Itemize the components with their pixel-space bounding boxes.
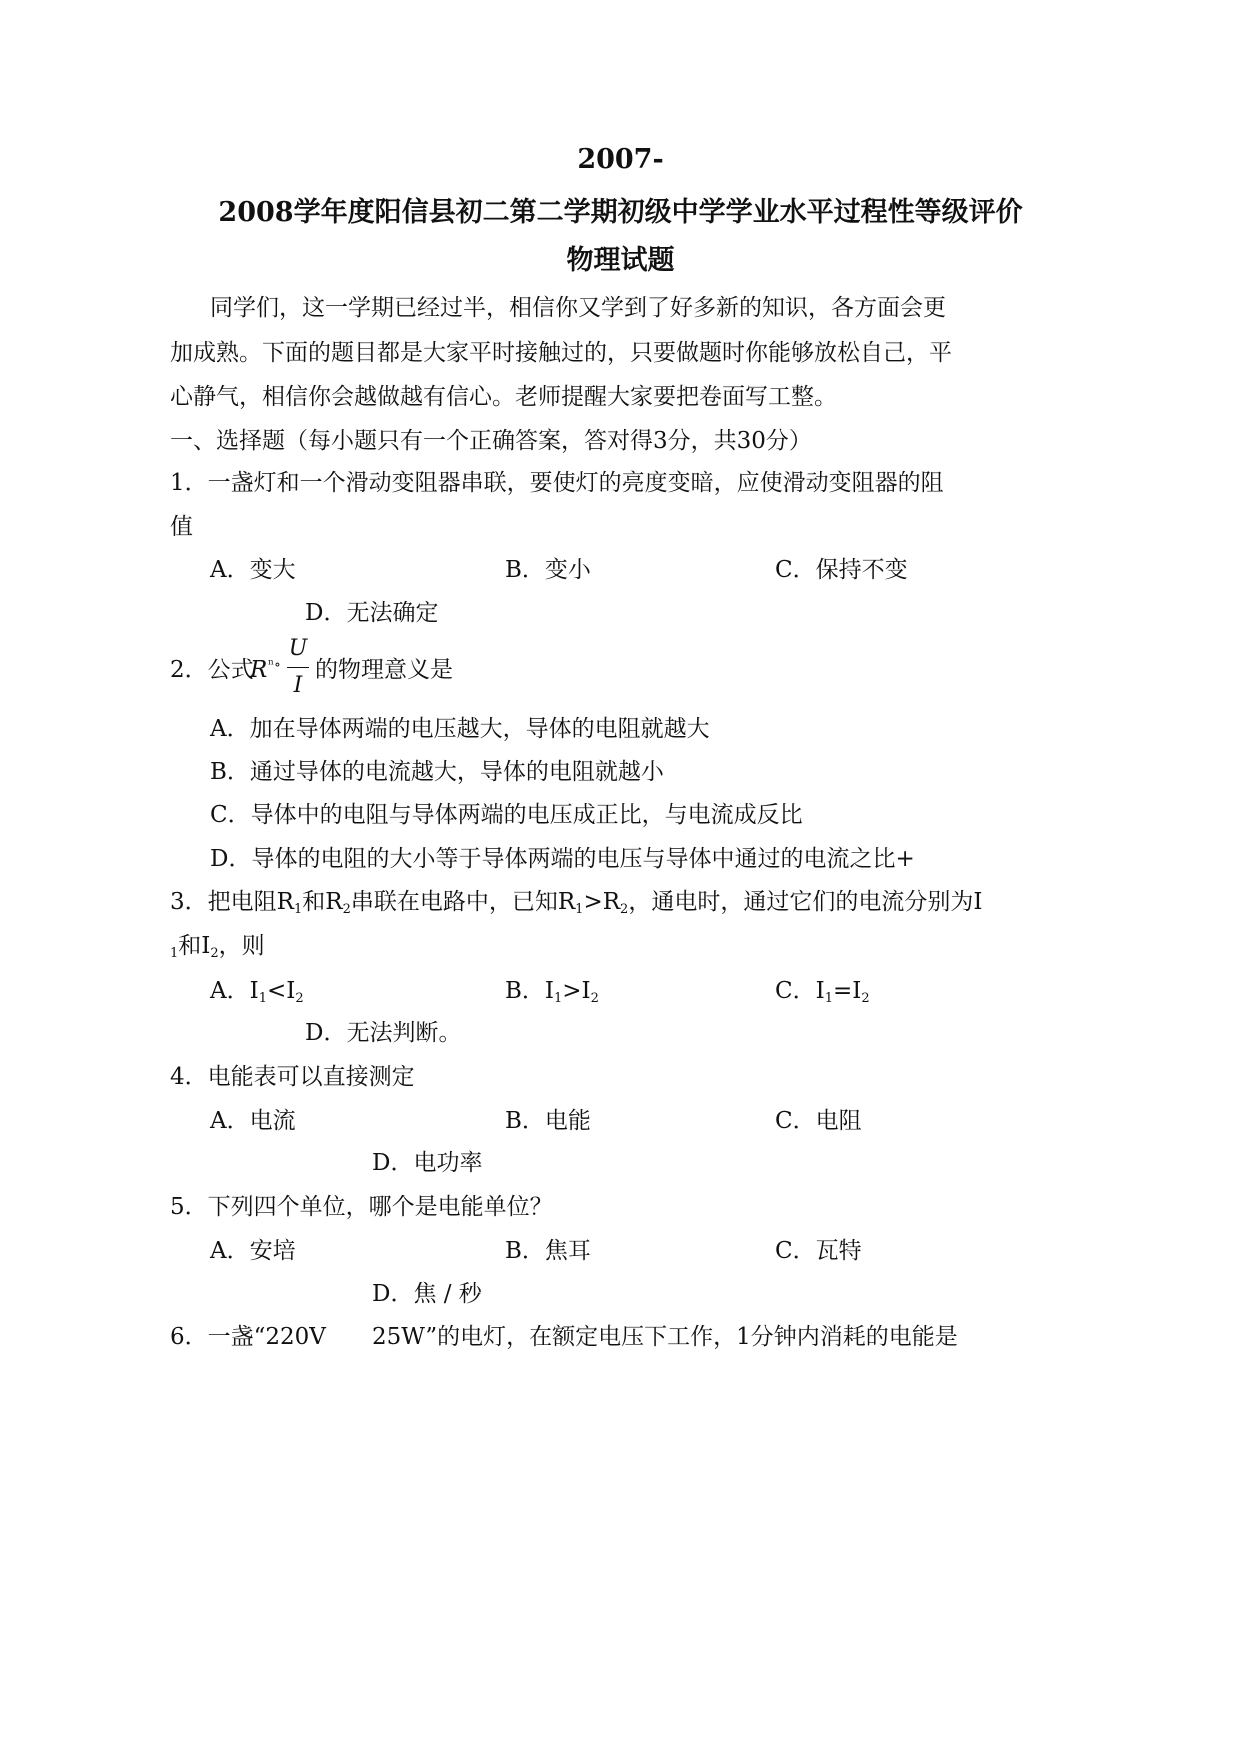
- q3-stem-line-2: [170, 931, 265, 961]
- q2-option-b: B．通过导体的电流越大，导体的电阻就越小: [210, 759, 664, 785]
- q2-option-a: A．加在导体两端的电压越大，导体的电阻就越大: [210, 716, 710, 742]
- q5-option-a: A．安培: [210, 1238, 296, 1264]
- q3-sub: 2: [861, 991, 870, 1006]
- q3-text-e: ，通电时，通过它们的电流分别为I: [628, 889, 983, 915]
- q3-sub: 1: [554, 991, 563, 1006]
- q4-option-d: D．电功率: [372, 1150, 483, 1176]
- title-line-1: 2007-: [577, 144, 664, 175]
- q1-option-c: C．保持不变: [775, 557, 908, 583]
- q6-stem-part-1: 6．一盏“220V: [170, 1324, 326, 1350]
- q5-option-c: C．瓦特: [775, 1238, 862, 1264]
- q3-sub: 1: [824, 991, 833, 1006]
- q3-sub: 1: [293, 902, 303, 917]
- title-line-2: 2008学年度阳信县初二第二学期初级中学学业水平过程性等级评价: [218, 197, 1023, 228]
- intro-line-1: 同学们，这一学期已经过半，相信你又学到了好多新的知识，各方面会更: [210, 295, 946, 321]
- q3-option-c-pre: C．I: [775, 978, 825, 1004]
- q4-option-b: B．电能: [505, 1108, 591, 1134]
- q1-stem-line-2: 值: [170, 514, 193, 540]
- intro-line-2: 加成熟。下面的题目都是大家平时接触过的，只要做题时你能够放松自己，平: [170, 340, 952, 366]
- section-heading: 一、选择题（每小题只有一个正确答案，答对得3分，共30分）: [170, 428, 812, 454]
- q2-formula-denominator: I: [293, 673, 303, 698]
- q3-option-c: [775, 976, 870, 1006]
- q5-option-b: B．焦耳: [505, 1238, 591, 1264]
- q3-option-a-mid: <I: [266, 978, 296, 1004]
- q1-stem-line-1: 1．一盏灯和一个滑动变阻器串联，要使灯的亮度变暗，应使滑动变阻器的阻: [170, 470, 944, 496]
- q2-formula-lhs: R: [250, 657, 268, 683]
- q4-option-a: A．电流: [210, 1108, 296, 1134]
- q3-sub: 1: [170, 946, 179, 961]
- q2-stem-suffix: 的物理意义是: [315, 657, 453, 683]
- q3-option-c-mid: =I: [832, 978, 862, 1004]
- q1-option-b: B．变小: [505, 557, 591, 583]
- q3-text-a: 3．把电阻R: [170, 889, 294, 915]
- title-line-3: 物理试题: [566, 245, 675, 276]
- q3-option-b-mid: >I: [562, 978, 591, 1004]
- q3-text-b: 和R: [302, 889, 343, 915]
- intro-line-3: 心静气，相信你会越做越有信心。老师提醒大家要把卷面写工整。: [170, 384, 837, 410]
- q2-option-d: D．导体的电阻的大小等于导体两端的电压与导体中通过的电流之比+: [210, 846, 915, 872]
- q3-sub: 1: [258, 991, 267, 1006]
- q3-sub: 2: [620, 902, 629, 917]
- q3-sub: 2: [210, 946, 219, 961]
- q3-option-a: [210, 976, 304, 1006]
- q2-formula-numerator: U: [288, 636, 308, 661]
- q3-option-b-pre: B．I: [505, 978, 554, 1004]
- q3-text-d: >R: [583, 889, 621, 915]
- q3-sub: 2: [342, 902, 351, 917]
- q2-fraction-bar: [287, 667, 309, 668]
- q5-option-d: D．焦 / 秒: [372, 1281, 482, 1307]
- q1-option-d: D．无法确定: [305, 600, 439, 626]
- q3-sub: 1: [575, 902, 584, 917]
- q2-formula-symbol: ⁿ∘: [268, 657, 281, 673]
- q2-stem-prefix: 2．公式: [170, 657, 254, 683]
- q3-option-d: D．无法判断。: [305, 1020, 462, 1046]
- q3-text-g: ，则: [218, 933, 265, 959]
- q3-text-c: 串联在电路中，已知R: [350, 889, 576, 915]
- q1-option-a: A．变大: [210, 557, 296, 583]
- q3-option-a-pre: A．I: [210, 978, 259, 1004]
- q3-sub: 2: [295, 991, 304, 1006]
- q3-sub: 2: [590, 991, 599, 1006]
- q4-option-c: C．电阻: [775, 1108, 862, 1134]
- q3-option-b: [505, 976, 599, 1006]
- q4-stem: 4．电能表可以直接测定: [170, 1064, 415, 1090]
- q6-stem-part-2: 25W”的电灯，在额定电压下工作，1分钟内消耗的电能是: [372, 1324, 958, 1350]
- q3-stem-line-1: [170, 887, 982, 917]
- q3-text-f: 和I: [178, 933, 211, 959]
- q2-option-c: C．导体中的电阻与导体两端的电压成正比，与电流成反比: [210, 802, 803, 828]
- q5-stem: 5．下列四个单位，哪个是电能单位？: [170, 1194, 553, 1220]
